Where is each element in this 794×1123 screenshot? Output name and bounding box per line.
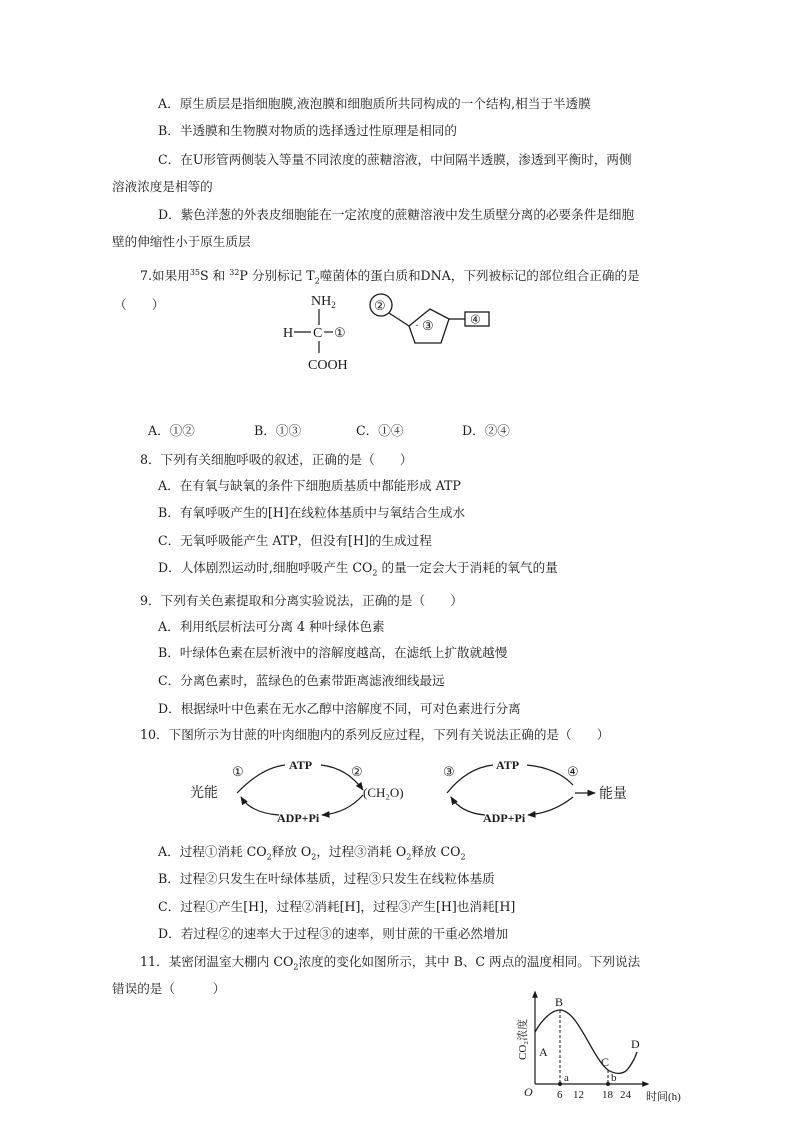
arrow-adp-to-atp-2 [451, 797, 485, 815]
process-1-label: ① [232, 764, 244, 779]
q7-option-a: A．①② [148, 423, 195, 438]
q7-stem: 7.如果用$^{35}$S 和 $^{32}$P 分别标记 $T_2$噬菌体的蛋白质和DNA，下列被标记的部位组合正确的是 [140, 267, 640, 286]
q8-option-c: C．无氧呼吸能产生 ATP，但没有[H]的生成过程 [158, 533, 432, 548]
point-d-label: D [631, 1037, 640, 1051]
mark-b-label: b [611, 1072, 617, 1084]
tick-12: 12 [573, 1089, 584, 1101]
point-a-dot [558, 1082, 562, 1086]
q8-option-d: D．人体剧烈运动时,细胞呼吸产生 $CO_2$ 的量一定会大于消耗的氧气的量 [158, 560, 558, 578]
q9-option-c: C．分离色素时，蓝绿色的色素带距离滤液细线最远 [158, 673, 445, 688]
marker-1: ① [334, 325, 346, 340]
q9-option-d: D．根据绿叶中色素在无水乙醇中溶解度不同，可对色素进行分离 [158, 701, 521, 716]
q6-option-d-cont: 壁的伸缩性小于原生质层 [112, 234, 251, 249]
marker-3: ③ [422, 318, 434, 333]
mark-a-label: a [564, 1072, 569, 1084]
q6-option-c: C．在U形管两侧装入等量不同浓度的蔗糖溶液，中间隔半透膜，渗透到平衡时，两侧 [158, 152, 632, 167]
point-b-dot [606, 1082, 610, 1086]
arrow-adp-to-atp-1 [241, 797, 279, 815]
point-c-label: C [601, 1055, 610, 1069]
phosphate-bond [389, 313, 409, 326]
y-axis-label: CO₂浓度 [517, 1018, 529, 1060]
q10-option-c: C．过程①产生[H]，过程②消耗[H]，过程③产生[H]也消耗[H] [158, 899, 516, 914]
q11-co2-graph [508, 988, 688, 1106]
light-energy-label: 光能 [190, 786, 218, 801]
q10-figure [185, 755, 645, 830]
carboxyl-label: COOH [308, 358, 348, 373]
q8-option-b: B．有氧呼吸产生的[H]在线粒体基质中与氧结合生成水 [158, 505, 466, 520]
x-axis-label: 时间(h) [646, 1091, 681, 1103]
adp-label-1: ADP+Pi [277, 811, 320, 825]
arrow-to-adp-2 [528, 797, 573, 815]
hydrogen-label: H [283, 326, 294, 341]
marker-2: ② [374, 298, 386, 313]
q10-option-a: A．过程①消耗 $CO_2$释放 $O_2$，过程③消耗 $O_2$释放 $CO_2$ [158, 844, 466, 862]
atp-label-2: ATP [496, 758, 520, 772]
q6-option-a: A．原生质层是指细胞膜,液泡膜和细胞质所共同构成的一个结构,相当于半透膜 [158, 96, 591, 111]
q9-stem: 9．下列有关色素提取和分离实验说法，正确的是（ ） [140, 593, 463, 608]
q11-stem: 11．某密闭温室大棚内 $CO_2$浓度的变化如图所示，其中 B、C 两点的温度相同。下列说法 [140, 954, 641, 972]
arrow-to-adp-1 [322, 795, 363, 815]
co2-curve [535, 1010, 637, 1073]
process-2-label: ② [351, 764, 363, 779]
origin-label: O [524, 1085, 533, 1099]
marker-4: ④ [470, 312, 481, 327]
carbon-label: C [313, 326, 323, 341]
amino-group-label: $NH_2$ [311, 294, 336, 310]
q6-option-b: B．半透膜和生物膜对物质的选择透过性原理是相同的 [158, 123, 457, 138]
tick-6: 6 [557, 1089, 563, 1101]
q6-option-c-cont: 溶液浓度是相等的 [112, 179, 213, 194]
tick-24: 24 [620, 1089, 631, 1101]
arrow-light-to-atp [237, 765, 285, 793]
point-b-label: B [555, 995, 564, 1009]
q7-figure [275, 285, 505, 380]
q9-option-a: A．利用纸层析法可分离 4 种叶绿体色素 [158, 619, 385, 634]
q11-stem-cont: 错误的是（ ） [112, 981, 226, 996]
q10-stem: 10．下图所示为甘蔗的叶肉细胞内的系列反应过程，下列有关说法正确的是（ ） [140, 727, 610, 742]
process-4-label: ④ [567, 764, 579, 779]
q8-stem: 8．下列有关细胞呼吸的叙述，正确的是（ ） [140, 452, 413, 467]
atp-label-1: ATP [289, 758, 313, 772]
adp-label-2: ADP+Pi [483, 811, 526, 825]
q8-option-a: A．在有氧与缺氧的条件下细胞质基质中都能形成 ATP [158, 478, 461, 493]
tick-18: 18 [602, 1089, 613, 1101]
ch2o-label: (CH₂O) [363, 785, 404, 800]
dot-mark: · [415, 318, 419, 332]
q7-option-b: B．①③ [254, 423, 302, 438]
q10-option-b: B．过程②只发生在叶绿体基质，过程③只发生在线粒体基质 [158, 871, 495, 886]
point-a-label: A [539, 1045, 548, 1059]
q7-answer-paren: （ ） [114, 297, 165, 312]
q7-option-d: D．②④ [462, 423, 510, 438]
q10-option-d: D．若过程②的速率大于过程③的速率，则甘蔗的干重必然增加 [158, 926, 509, 941]
q9-option-b: B．叶绿体色素在层析液中的溶解度越高，在滤纸上扩散就越慢 [158, 645, 508, 660]
process-3-label: ③ [443, 764, 455, 779]
q7-option-c: C．①④ [356, 423, 404, 438]
q6-option-d: D．紫色洋葱的外表皮细胞能在一定浓度的蔗糖溶液中发生质壁分离的必要条件是细胞 [158, 207, 635, 222]
energy-label: 能量 [599, 787, 627, 802]
